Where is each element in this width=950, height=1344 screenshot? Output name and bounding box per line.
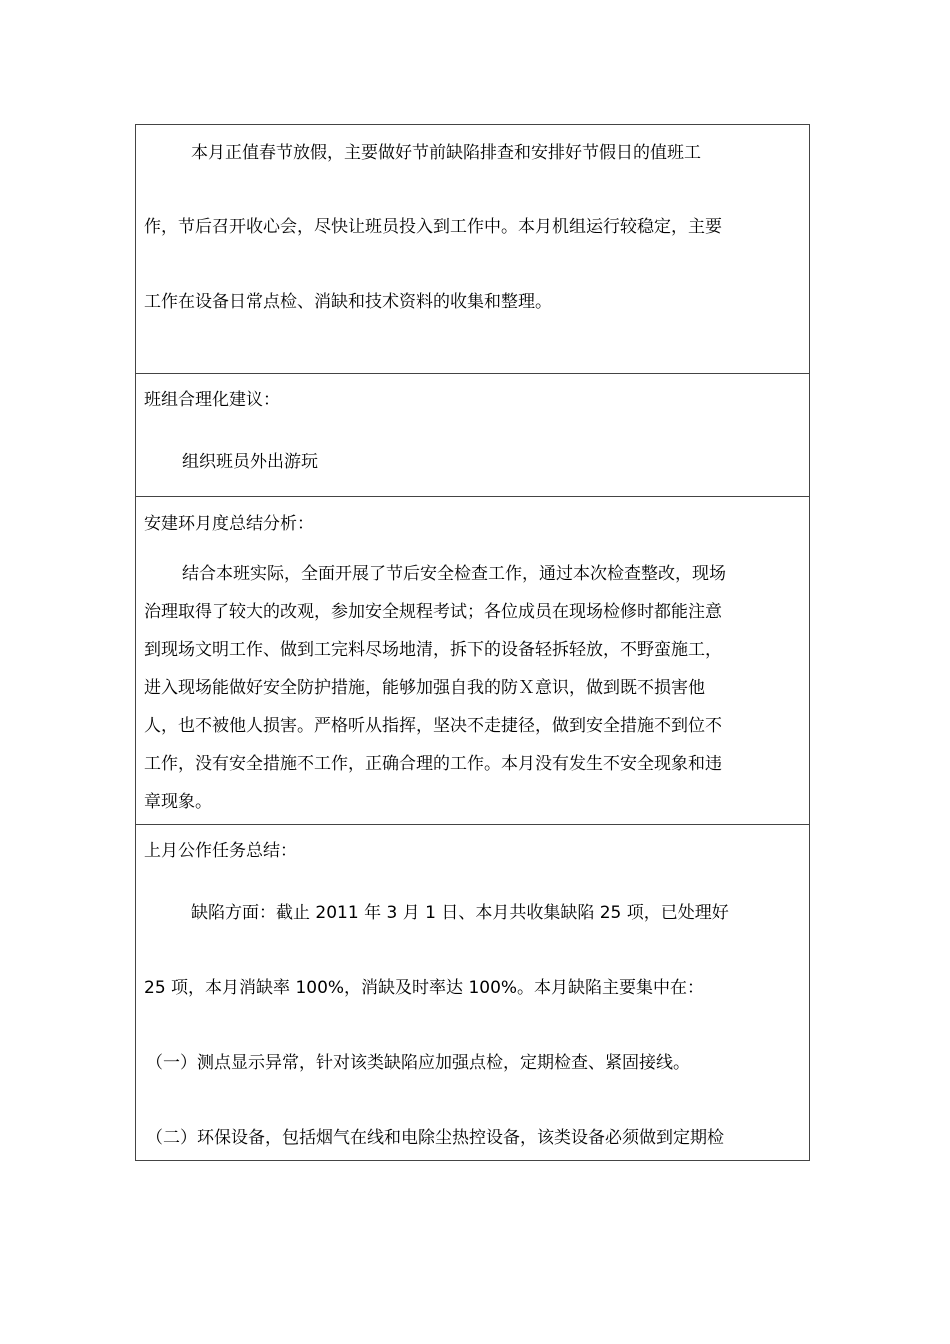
suggestions-title: 班组合理化建议： [144,390,280,410]
tasks-line-3: （一）测点显示异常，针对该类缺陷应加强点检，定期检查、紧固接线。 [146,1053,690,1073]
safety-line-6: 工作，没有安全措施不工作，正确合理的工作。本月没有发生不安全现象和违 [144,754,722,774]
safety-title: 安建环月度总结分析： [144,514,314,534]
suggestions-line-1: 组织班员外出游玩 [182,452,318,472]
tasks-line-4: （二）环保设备，包括烟气在线和电除尘热控设备，该类设备必须做到定期检 [146,1128,724,1148]
safety-line-7: 章现象。 [144,792,212,812]
safety-line-2: 治理取得了较大的改观，参加安全规程考试；各位成员在现场检修时都能注意 [144,602,722,622]
tasks-title: 上月公作任务总结： [144,841,297,861]
summary-line-3: 工作在设备日常点检、消缺和技术资料的收集和整理。 [144,292,552,312]
safety-section [136,497,809,825]
summary-line-1: 本月正值春节放假，主要做好节前缺陷排查和安排好节假日的值班工 [191,143,701,163]
safety-line-3: 到现场文明工作、做到工完料尽场地清，拆下的设备轻拆轻放，不野蛮施工， [144,640,722,660]
safety-line-5: 人，也不被他人损害。严格听从指挥，坚决不走捷径，做到安全措施不到位不 [144,716,722,736]
safety-line-4: 进入现场能做好安全防护措施，能够加强自我的防Ｘ意识，做到既不损害他 [144,678,705,698]
monthly-report-table [135,124,810,1161]
summary-section [136,125,809,374]
tasks-section [136,825,809,1162]
tasks-line-2: 25 项，本月消缺率 100%，消缺及时率达 100%。本月缺陷主要集中在： [144,978,705,998]
tasks-line-1: 缺陷方面：截止 2011 年 3 月 1 日、本月共收集缺陷 25 项，已处理好 [191,903,729,923]
suggestions-section [136,374,809,497]
safety-line-1: 结合本班实际，全面开展了节后安全检查工作，通过本次检查整改，现场 [182,564,726,584]
summary-line-2: 作，节后召开收心会，尽快让班员投入到工作中。本月机组运行较稳定，主要 [144,217,722,237]
